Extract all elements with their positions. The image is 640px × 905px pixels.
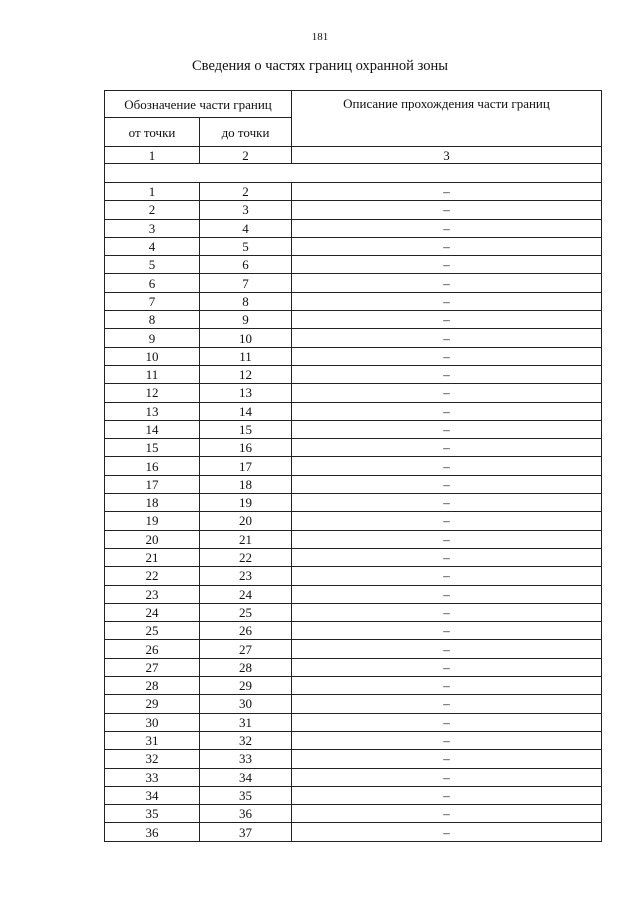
table-row <box>105 311 602 329</box>
description-cell: – <box>292 457 602 475</box>
description-cell: – <box>292 292 602 310</box>
table-row <box>105 750 602 768</box>
column-number-1: 1 <box>105 147 200 164</box>
description-cell: – <box>292 640 602 658</box>
description-cell: – <box>292 365 602 383</box>
table-row <box>105 329 602 347</box>
description-cell: – <box>292 439 602 457</box>
table-row <box>105 677 602 695</box>
to-point-cell: 13 <box>200 384 292 402</box>
table-row <box>105 530 602 548</box>
table-row <box>105 183 602 201</box>
description-cell: – <box>292 713 602 731</box>
description-cell: – <box>292 731 602 749</box>
from-point-cell: 15 <box>105 439 200 457</box>
table-row <box>105 457 602 475</box>
from-point-cell: 10 <box>105 347 200 365</box>
description-cell: – <box>292 677 602 695</box>
description-cell: – <box>292 183 602 201</box>
column-number-2: 2 <box>200 147 292 164</box>
description-cell: – <box>292 384 602 402</box>
table-row <box>105 512 602 530</box>
table-row <box>105 622 602 640</box>
table-row <box>105 585 602 603</box>
to-point-cell: 11 <box>200 347 292 365</box>
from-point-cell: 7 <box>105 292 200 310</box>
table-row <box>105 548 602 566</box>
table-row <box>105 695 602 713</box>
table-row <box>105 768 602 786</box>
from-point-cell: 19 <box>105 512 200 530</box>
description-cell: – <box>292 530 602 548</box>
column-number-3: 3 <box>292 147 602 164</box>
table-row <box>105 658 602 676</box>
description-cell: – <box>292 201 602 219</box>
from-point-cell: 16 <box>105 457 200 475</box>
column-number-row <box>105 147 602 164</box>
from-point-cell: 11 <box>105 365 200 383</box>
from-point-cell: 6 <box>105 274 200 292</box>
to-point-cell: 22 <box>200 548 292 566</box>
table-row <box>105 731 602 749</box>
table-row <box>105 805 602 823</box>
table-row <box>105 439 602 457</box>
to-point-cell: 33 <box>200 750 292 768</box>
to-point-cell: 17 <box>200 457 292 475</box>
table-row <box>105 347 602 365</box>
description-cell: – <box>292 475 602 493</box>
to-point-cell: 15 <box>200 420 292 438</box>
description-cell: – <box>292 805 602 823</box>
to-point-cell: 23 <box>200 567 292 585</box>
from-point-cell: 36 <box>105 823 200 841</box>
to-point-cell: 35 <box>200 786 292 804</box>
description-cell: – <box>292 567 602 585</box>
table-row <box>105 567 602 585</box>
from-point-cell: 32 <box>105 750 200 768</box>
to-point-cell: 16 <box>200 439 292 457</box>
from-point-cell: 31 <box>105 731 200 749</box>
to-point-cell: 30 <box>200 695 292 713</box>
to-point-cell: 3 <box>200 201 292 219</box>
from-point-cell: 22 <box>105 567 200 585</box>
from-point-cell: 4 <box>105 237 200 255</box>
to-point-cell: 27 <box>200 640 292 658</box>
table-row <box>105 237 602 255</box>
from-point-cell: 26 <box>105 640 200 658</box>
from-point-cell: 21 <box>105 548 200 566</box>
table-row <box>105 420 602 438</box>
from-point-cell: 13 <box>105 402 200 420</box>
header-boundary-designation: Обозначение части границ <box>105 91 292 118</box>
description-cell: – <box>292 420 602 438</box>
description-cell: – <box>292 347 602 365</box>
empty-section-row <box>105 164 602 183</box>
description-cell: – <box>292 658 602 676</box>
description-cell: – <box>292 402 602 420</box>
to-point-cell: 20 <box>200 512 292 530</box>
from-point-cell: 5 <box>105 256 200 274</box>
description-cell: – <box>292 786 602 804</box>
table-row <box>105 219 602 237</box>
description-cell: – <box>292 548 602 566</box>
to-point-cell: 37 <box>200 823 292 841</box>
from-point-cell: 12 <box>105 384 200 402</box>
from-point-cell: 35 <box>105 805 200 823</box>
table-row <box>105 256 602 274</box>
description-cell: – <box>292 237 602 255</box>
from-point-cell: 3 <box>105 219 200 237</box>
to-point-cell: 10 <box>200 329 292 347</box>
description-cell: – <box>292 768 602 786</box>
from-point-cell: 18 <box>105 494 200 512</box>
to-point-cell: 7 <box>200 274 292 292</box>
to-point-cell: 26 <box>200 622 292 640</box>
table-row <box>105 475 602 493</box>
table-body <box>105 91 602 842</box>
description-cell: – <box>292 823 602 841</box>
to-point-cell: 34 <box>200 768 292 786</box>
from-point-cell: 2 <box>105 201 200 219</box>
header-to-point: до точки <box>200 118 292 147</box>
to-point-cell: 36 <box>200 805 292 823</box>
from-point-cell: 8 <box>105 311 200 329</box>
table-row <box>105 274 602 292</box>
empty-section-cell <box>105 164 602 183</box>
to-point-cell: 4 <box>200 219 292 237</box>
description-cell: – <box>292 219 602 237</box>
to-point-cell: 14 <box>200 402 292 420</box>
table-row <box>105 292 602 310</box>
to-point-cell: 18 <box>200 475 292 493</box>
from-point-cell: 29 <box>105 695 200 713</box>
description-cell: – <box>292 274 602 292</box>
from-point-cell: 28 <box>105 677 200 695</box>
from-point-cell: 23 <box>105 585 200 603</box>
description-cell: – <box>292 311 602 329</box>
description-cell: – <box>292 603 602 621</box>
table-row <box>105 786 602 804</box>
description-cell: – <box>292 695 602 713</box>
from-point-cell: 20 <box>105 530 200 548</box>
table-row <box>105 640 602 658</box>
to-point-cell: 24 <box>200 585 292 603</box>
to-point-cell: 2 <box>200 183 292 201</box>
description-cell: – <box>292 494 602 512</box>
table-row <box>105 201 602 219</box>
table-row <box>105 494 602 512</box>
boundary-parts-table <box>104 90 602 842</box>
page-number: 181 <box>311 31 329 43</box>
from-point-cell: 34 <box>105 786 200 804</box>
from-point-cell: 30 <box>105 713 200 731</box>
table-row <box>105 365 602 383</box>
to-point-cell: 5 <box>200 237 292 255</box>
from-point-cell: 33 <box>105 768 200 786</box>
from-point-cell: 24 <box>105 603 200 621</box>
table-row <box>105 713 602 731</box>
from-point-cell: 1 <box>105 183 200 201</box>
from-point-cell: 9 <box>105 329 200 347</box>
description-cell: – <box>292 622 602 640</box>
description-cell: – <box>292 512 602 530</box>
to-point-cell: 21 <box>200 530 292 548</box>
description-cell: – <box>292 585 602 603</box>
to-point-cell: 28 <box>200 658 292 676</box>
to-point-cell: 25 <box>200 603 292 621</box>
table-row <box>105 603 602 621</box>
header-row-group <box>105 91 602 118</box>
description-cell: – <box>292 329 602 347</box>
from-point-cell: 17 <box>105 475 200 493</box>
from-point-cell: 14 <box>105 420 200 438</box>
description-cell: – <box>292 256 602 274</box>
header-from-point: от точки <box>105 118 200 147</box>
to-point-cell: 8 <box>200 292 292 310</box>
to-point-cell: 32 <box>200 731 292 749</box>
to-point-cell: 19 <box>200 494 292 512</box>
to-point-cell: 31 <box>200 713 292 731</box>
to-point-cell: 6 <box>200 256 292 274</box>
table-row <box>105 384 602 402</box>
table-row <box>105 402 602 420</box>
to-point-cell: 12 <box>200 365 292 383</box>
table-row <box>105 823 602 841</box>
to-point-cell: 29 <box>200 677 292 695</box>
description-cell: – <box>292 750 602 768</box>
header-description: Описание прохождения части границ <box>292 91 602 147</box>
to-point-cell: 9 <box>200 311 292 329</box>
from-point-cell: 25 <box>105 622 200 640</box>
document-title: Сведения о частях границ охранной зоны <box>192 58 448 74</box>
from-point-cell: 27 <box>105 658 200 676</box>
